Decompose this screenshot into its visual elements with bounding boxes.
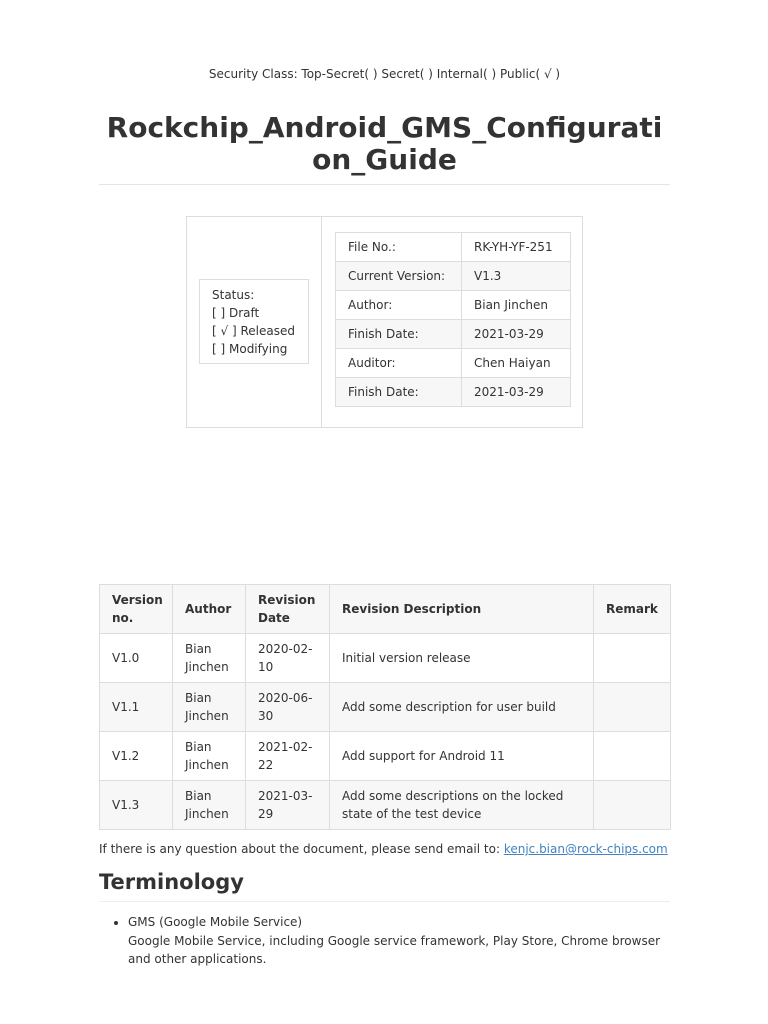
- file-info-table: [335, 232, 571, 407]
- table-header-row: [100, 585, 671, 634]
- column-header-version: Version no.: [100, 585, 173, 634]
- file-info-value: V1.3: [462, 262, 571, 291]
- file-info-label: Author:: [336, 291, 462, 320]
- table-row: [100, 634, 671, 683]
- cell-remark: [594, 781, 671, 830]
- file-info-value: 2021-03-29: [462, 320, 571, 349]
- cell-revision-date: 2020-02-10: [246, 634, 330, 683]
- revision-history-table: [99, 584, 671, 830]
- term-name: • GMS (Google Mobile Service): [128, 915, 303, 929]
- file-info-label: Finish Date:: [336, 320, 462, 349]
- column-header-revision-date: Revision Date: [246, 585, 330, 634]
- cell-author: Bian Jinchen: [173, 634, 246, 683]
- contact-line: [99, 840, 679, 858]
- file-info-label: Auditor:: [336, 349, 462, 378]
- status-option-released: [ √ ] Released: [212, 324, 295, 338]
- table-row: [100, 732, 671, 781]
- cell-version: V1.3: [100, 781, 173, 830]
- file-info-value: Bian Jinchen: [462, 291, 571, 320]
- cell-author: Bian Jinchen: [173, 732, 246, 781]
- terminology-divider: [99, 901, 670, 902]
- file-info-value: RK-YH-YF-251: [462, 233, 571, 262]
- file-info-label: Finish Date:: [336, 378, 462, 407]
- security-class: Security Class: Top-Secret( ) Secret( ) Internal( ) Public( √ ): [208, 67, 561, 81]
- info-box-divider: [321, 217, 322, 427]
- file-info-label: Current Version:: [336, 262, 462, 291]
- file-info-row: [336, 378, 571, 407]
- file-info-row: [336, 320, 571, 349]
- contact-text: If there is any question about the document, please send email to:: [99, 842, 504, 856]
- table-row: [100, 781, 671, 830]
- cell-version: V1.0: [100, 634, 173, 683]
- column-header-author: Author: [173, 585, 246, 634]
- cell-revision-description: Initial version release: [330, 634, 594, 683]
- cell-revision-date: 2021-03-29: [246, 781, 330, 830]
- cell-revision-date: 2020-06-30: [246, 683, 330, 732]
- file-info-row: [336, 291, 571, 320]
- contact-email-link[interactable]: kenjc.bian@rock-chips.com: [503, 842, 668, 856]
- status-option-draft: [ ] Draft: [212, 306, 260, 320]
- file-info-row: [336, 349, 571, 378]
- terminology-list: [99, 913, 670, 969]
- cell-remark: [594, 634, 671, 683]
- cell-version: V1.2: [100, 732, 173, 781]
- status-option-modifying: [ ] Modifying: [212, 342, 288, 356]
- column-header-remark: Remark: [594, 585, 671, 634]
- status-heading: Status:: [212, 288, 255, 302]
- status-box: [199, 279, 309, 364]
- terminology-heading: Terminology: [99, 870, 244, 894]
- cell-remark: [594, 683, 671, 732]
- cell-revision-date: 2021-02-22: [246, 732, 330, 781]
- file-info-row: [336, 262, 571, 291]
- table-row: [100, 683, 671, 732]
- document-info-box: [186, 216, 583, 428]
- column-header-revision-description: Revision Description: [330, 585, 594, 634]
- title-divider: [99, 184, 670, 185]
- file-info-value: 2021-03-29: [462, 378, 571, 407]
- cell-remark: [594, 732, 671, 781]
- cell-version: V1.1: [100, 683, 173, 732]
- list-item: [128, 913, 670, 969]
- cell-revision-description: Add some descriptions on the locked state of the test device: [330, 781, 594, 830]
- cell-author: Bian Jinchen: [173, 781, 246, 830]
- file-info-label: File No.:: [336, 233, 462, 262]
- term-description: Google Mobile Service, including Google service framework, Play Store, Chrome browser and other applications.: [128, 933, 661, 966]
- cell-revision-description: Add some description for user build: [330, 683, 594, 732]
- document-title: Rockchip_Android_GMS_Configuration_Guide: [106, 111, 663, 176]
- cell-author: Bian Jinchen: [173, 683, 246, 732]
- cell-revision-description: Add support for Android 11: [330, 732, 594, 781]
- file-info-value: Chen Haiyan: [462, 349, 571, 378]
- file-info-row: [336, 233, 571, 262]
